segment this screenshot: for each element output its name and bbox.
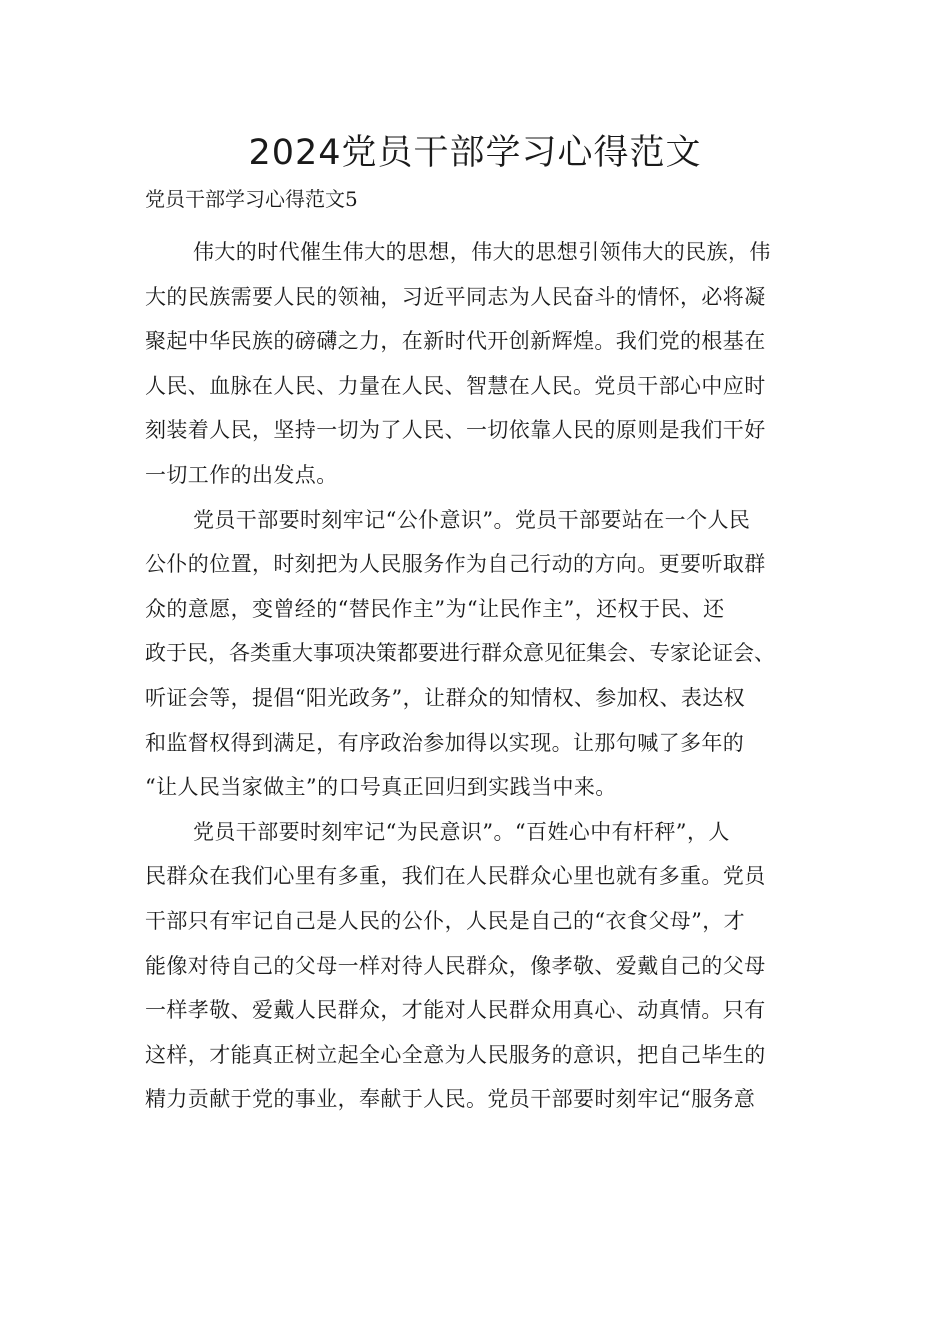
text-line: 党员干部要时刻牢记“公仆意识”。党员干部要站在一个人民 [193, 507, 751, 532]
text-line: 党员干部要时刻牢记“为民意识”。“百姓心中有杆秤”，人 [193, 819, 730, 844]
body-text [145, 230, 807, 1122]
text-line: 这样，才能真正树立起全心全意为人民服务的意识，把自己毕生的 [145, 1042, 766, 1067]
text-line: 聚起中华民族的磅礴之力，在新时代开创新辉煌。我们党的根基在 [145, 329, 766, 354]
text-line: 和监督权得到满足，有序政治参加得以实现。让那句喊了多年的 [145, 730, 745, 755]
text-line: 干部只有牢记自己是人民的公仆，人民是自己的“衣食父母”，才 [145, 908, 746, 933]
text-line: 能像对待自己的父母一样对待人民群众，像孝敬、爱戴自己的父母 [145, 953, 766, 978]
text-line: 一切工作的出发点。 [145, 462, 338, 487]
text-line: 伟大的时代催生伟大的思想，伟大的思想引领伟大的民族，伟 [193, 240, 771, 264]
text-line: 一样孝敬、爱戴人民群众，才能对人民群众用真心、动真情。只有 [145, 998, 766, 1023]
text-line: 听证会等，提倡“阳光政务”，让群众的知情权、参加权、表达权 [145, 685, 746, 710]
text-line: 公仆的位置，时刻把为人民服务作为自己行动的方向。更要听取群 [145, 552, 766, 577]
text-line: 民群众在我们心里有多重，我们在人民群众心里也就有多重。党员 [145, 864, 766, 889]
section-subtitle: 党员干部学习心得范文5 [145, 187, 358, 211]
paragraph-2 [145, 498, 807, 810]
text-line: “让人民当家做主”的口号真正回归到实践当中来。 [145, 775, 617, 800]
text-line: 精力贡献于党的事业，奉献于人民。党员干部要时刻牢记“服务意 [145, 1087, 756, 1112]
paragraph-3 [145, 810, 807, 1122]
paragraph-1 [145, 230, 807, 498]
text-line: 大的民族需要人民的领袖，习近平同志为人民奋斗的情怀，必将凝 [145, 284, 766, 309]
page-title: 2024党员干部学习心得范文 [248, 133, 702, 173]
text-line: 刻装着人民，坚持一切为了人民、一切依靠人民的原则是我们干好 [145, 418, 766, 443]
text-line: 政于民，各类重大事项决策都要进行群众意见征集会、专家论证会、 [145, 641, 775, 666]
text-line: 众的意愿，变曾经的“替民作主”为“让民作主”，还权于民、还 [145, 596, 725, 621]
text-line: 人民、血脉在人民、力量在人民、智慧在人民。党员干部心中应时 [145, 373, 766, 398]
